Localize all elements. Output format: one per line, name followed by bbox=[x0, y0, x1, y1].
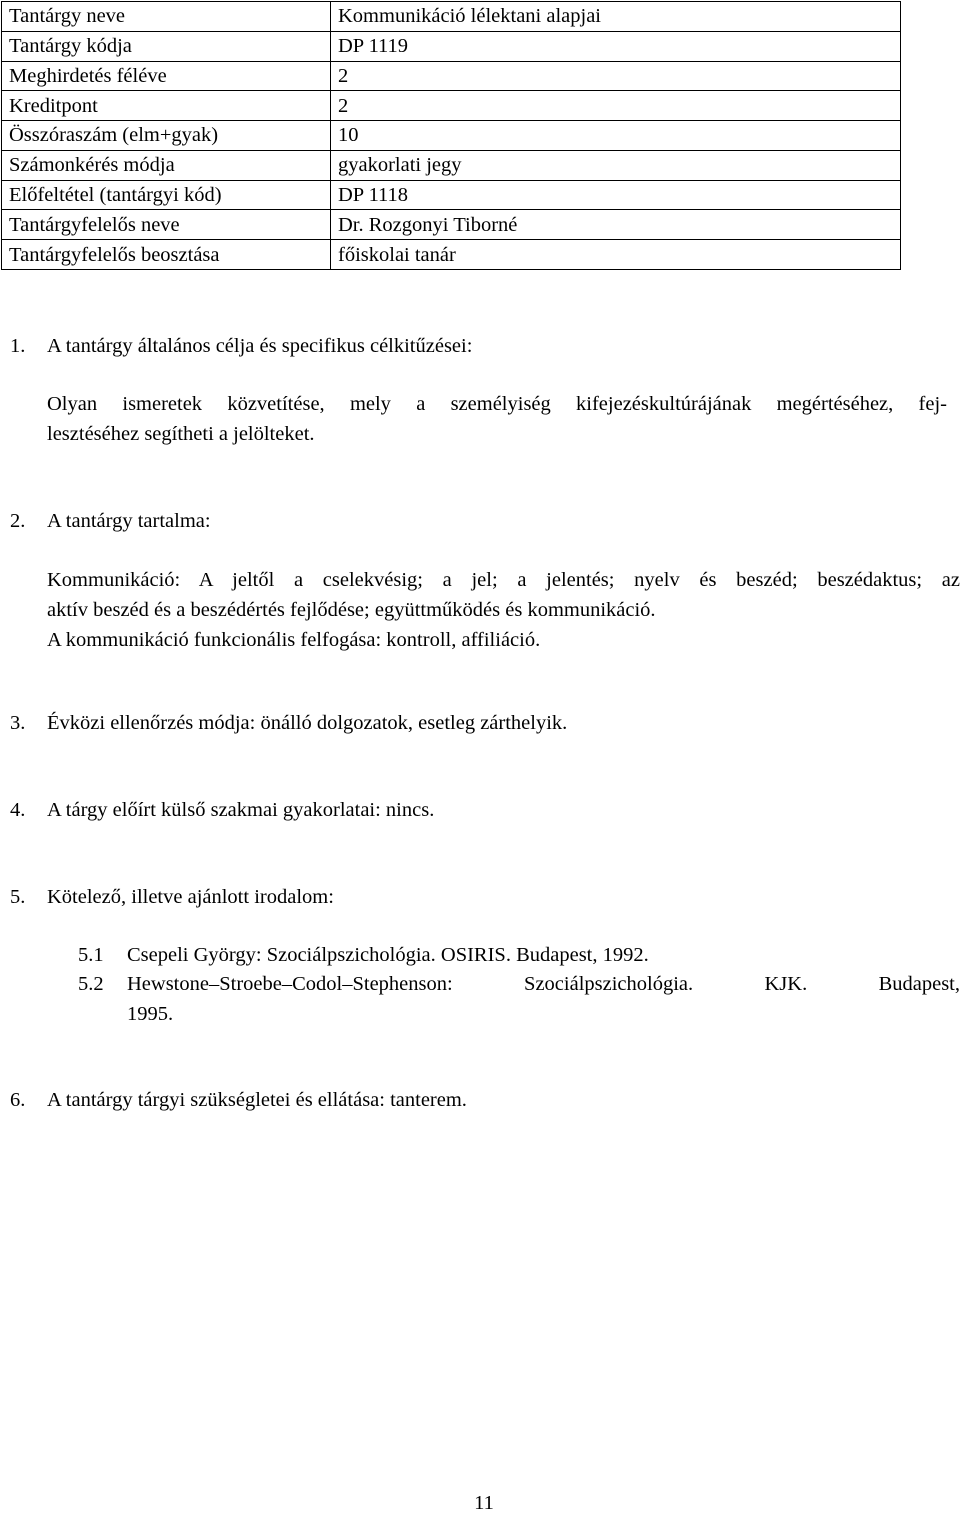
section-title: Évközi ellenőrzés módja: önálló dolgozatok, esetleg zárthelyik. bbox=[47, 712, 568, 734]
table-row bbox=[2, 210, 901, 240]
row-label: Tantárgy neve bbox=[2, 2, 331, 32]
row-label: Kreditpont bbox=[2, 91, 331, 121]
row-value: 2 bbox=[331, 91, 901, 121]
row-value: Dr. Rozgonyi Tiborné bbox=[331, 210, 901, 240]
row-label: Összóraszám (elm+gyak) bbox=[2, 121, 331, 151]
row-value: 10 bbox=[331, 121, 901, 151]
section-title: Kötelező, illetve ajánlott irodalom: bbox=[47, 886, 334, 908]
row-value: DP 1119 bbox=[331, 31, 901, 61]
row-label: Előfeltétel (tantárgyi kód) bbox=[2, 180, 331, 210]
row-value: gyakorlati jegy bbox=[331, 150, 901, 180]
row-label: Tantárgyfelelős neve bbox=[2, 210, 331, 240]
table-row bbox=[2, 180, 901, 210]
table-row bbox=[2, 121, 901, 151]
course-info-table bbox=[1, 1, 901, 270]
reference-text: 1995. bbox=[127, 1003, 174, 1025]
reference-item bbox=[78, 969, 960, 1029]
section-number: 1. bbox=[10, 335, 26, 357]
table-row bbox=[2, 150, 901, 180]
row-label: Tantárgyfelelős beosztása bbox=[2, 240, 331, 270]
row-label: Tantárgy kódja bbox=[2, 31, 331, 61]
table-row bbox=[2, 91, 901, 121]
paragraph-line: A kommunikáció funkcionális felfogása: kontroll, affiliáció. bbox=[47, 629, 541, 651]
section-number: 3. bbox=[10, 712, 26, 734]
paragraph-line: aktív beszéd és a beszédértés fejlődése; együttműködés és kommunikáció. bbox=[47, 599, 656, 621]
section-title: A tantárgy általános célja és specifikus célkitűzései: bbox=[47, 335, 473, 357]
table-row bbox=[2, 61, 901, 91]
section-number: 4. bbox=[10, 799, 26, 821]
reference-body bbox=[127, 940, 960, 970]
section-number: 6. bbox=[10, 1089, 26, 1111]
row-value: Kommunikáció lélektani alapjai bbox=[331, 2, 901, 32]
reference-text: Csepeli György: Szociálpszichológia. OSIRIS. Budapest, 1992. bbox=[127, 944, 649, 966]
section-1-body bbox=[47, 389, 947, 449]
section-title: A tárgy előírt külső szakmai gyakorlatai: nincs. bbox=[47, 799, 435, 821]
reference-number: 5.2 bbox=[78, 973, 104, 995]
reference-item bbox=[78, 940, 960, 970]
row-value: DP 1118 bbox=[331, 180, 901, 210]
section-number: 2. bbox=[10, 510, 26, 532]
page-number: 11 bbox=[474, 1492, 494, 1514]
row-label: Számonkérés módja bbox=[2, 150, 331, 180]
reference-number: 5.1 bbox=[78, 944, 104, 966]
row-value: 2 bbox=[331, 61, 901, 91]
table-row bbox=[2, 31, 901, 61]
paragraph-line: lesztéséhez segítheti a jelölteket. bbox=[47, 423, 315, 445]
paragraph-line: Kommunikáció: A jeltől a cselekvésig; a jel; a jelentés; nyelv és beszéd; beszédaktus; az bbox=[47, 569, 960, 591]
row-value: főiskolai tanár bbox=[331, 240, 901, 270]
section-2-body bbox=[47, 565, 960, 655]
reference-text: Hewstone–Stroebe–Codol–Stephenson: Szociálpszichológia. KJK. Budapest, bbox=[127, 973, 960, 995]
section-title: A tantárgy tartalma: bbox=[47, 510, 211, 532]
reference-body bbox=[127, 969, 960, 1029]
row-label: Meghirdetés féléve bbox=[2, 61, 331, 91]
table-row bbox=[2, 240, 901, 270]
section-title: A tantárgy tárgyi szükségletei és ellátása: tanterem. bbox=[47, 1089, 467, 1111]
table-row bbox=[2, 2, 901, 32]
section-number: 5. bbox=[10, 886, 26, 908]
paragraph-line: Olyan ismeretek közvetítése, mely a személyiség kifejezéskultúrájának megértéséhez, fej- bbox=[47, 393, 947, 415]
